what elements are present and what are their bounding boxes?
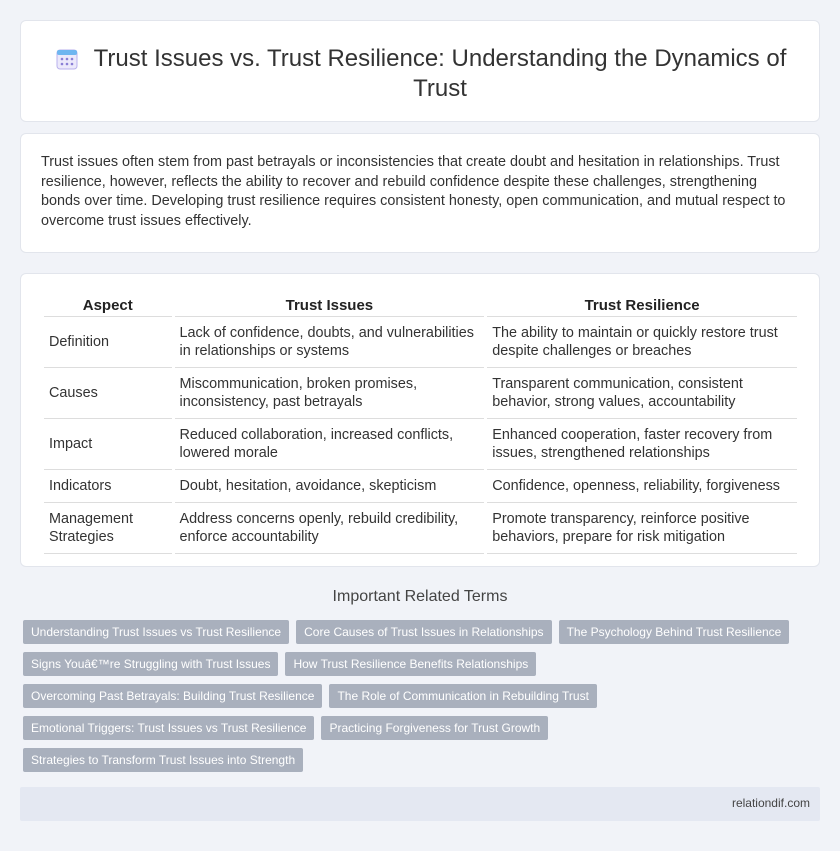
table-cell: The ability to maintain or quickly restore trust despite challenges or breaches [487, 317, 797, 368]
table-cell: Doubt, hesitation, avoidance, skepticism [175, 470, 485, 503]
table-row [44, 368, 797, 419]
related-term-link[interactable]: Understanding Trust Issues vs Trust Resilience [23, 620, 289, 644]
table-cell: Causes [44, 368, 172, 419]
column-header-aspect: Aspect [44, 296, 172, 317]
comparison-table [41, 296, 800, 554]
intro-paragraph: Trust issues often stem from past betrayals or inconsistencies that create doubt and hesitation in relationships. Trust resilience, however, reflects the ability to recover and rebuild confidence despite these challenges, strengthening bonds over time. Developing trust resilience requires consistent honesty, open communication, and mutual respect to overcome trust issues effectively. [41, 154, 786, 229]
table-cell: Impact [44, 419, 172, 470]
table-cell: Miscommunication, broken promises, inconsistency, past betrayals [175, 368, 485, 419]
related-term-link[interactable]: Overcoming Past Betrayals: Building Trust Resilience [23, 684, 322, 708]
page-title: Trust Issues vs. Trust Resilience: Understanding the Dynamics of Trust [93, 45, 787, 102]
table-cell: Lack of confidence, doubts, and vulnerabilities in relationships or systems [175, 317, 485, 368]
table-cell: Transparent communication, consistent behavior, strong values, accountability [487, 368, 797, 419]
related-term-link[interactable]: Core Causes of Trust Issues in Relationships [296, 620, 551, 644]
title-card [20, 20, 820, 122]
table-header-row [44, 296, 797, 317]
comparison-card [20, 273, 820, 567]
table-cell: Indicators [44, 470, 172, 503]
related-terms-heading: Important Related Terms [332, 588, 508, 605]
related-term-link[interactable]: Practicing Forgiveness for Trust Growth [321, 716, 548, 740]
intro-card [20, 133, 820, 253]
related-term-link[interactable]: How Trust Resilience Benefits Relationships [285, 652, 536, 676]
table-cell: Enhanced cooperation, faster recovery from issues, strengthened relationships [487, 419, 797, 470]
table-cell: Reduced collaboration, increased conflicts, lowered morale [175, 419, 485, 470]
table-row [44, 419, 797, 470]
column-header-trust-resilience: Trust Resilience [487, 296, 797, 317]
table-cell: Definition [44, 317, 172, 368]
table-cell: Address concerns openly, rebuild credibility, enforce accountability [175, 503, 485, 554]
column-header-trust-issues: Trust Issues [175, 296, 485, 317]
footer [20, 787, 820, 821]
table-cell: Management Strategies [44, 503, 172, 554]
related-term-link[interactable]: The Psychology Behind Trust Resilience [559, 620, 790, 644]
table-cell: Promote transparency, reinforce positive behaviors, prepare for risk mitigation [487, 503, 797, 554]
table-row [44, 503, 797, 554]
table-row [44, 317, 797, 368]
related-term-link[interactable]: Emotional Triggers: Trust Issues vs Trust Resilience [23, 716, 314, 740]
footer-site-name: relationdif.com [731, 796, 810, 810]
related-terms-list [23, 620, 813, 772]
table-cell: Confidence, openness, reliability, forgiveness [487, 470, 797, 503]
related-term-link[interactable]: Signs Youâ€™re Struggling with Trust Issues [23, 652, 278, 676]
related-term-link[interactable]: Strategies to Transform Trust Issues into Strength [23, 748, 303, 772]
related-term-link[interactable]: The Role of Communication in Rebuilding Trust [329, 684, 596, 708]
table-row [44, 470, 797, 503]
